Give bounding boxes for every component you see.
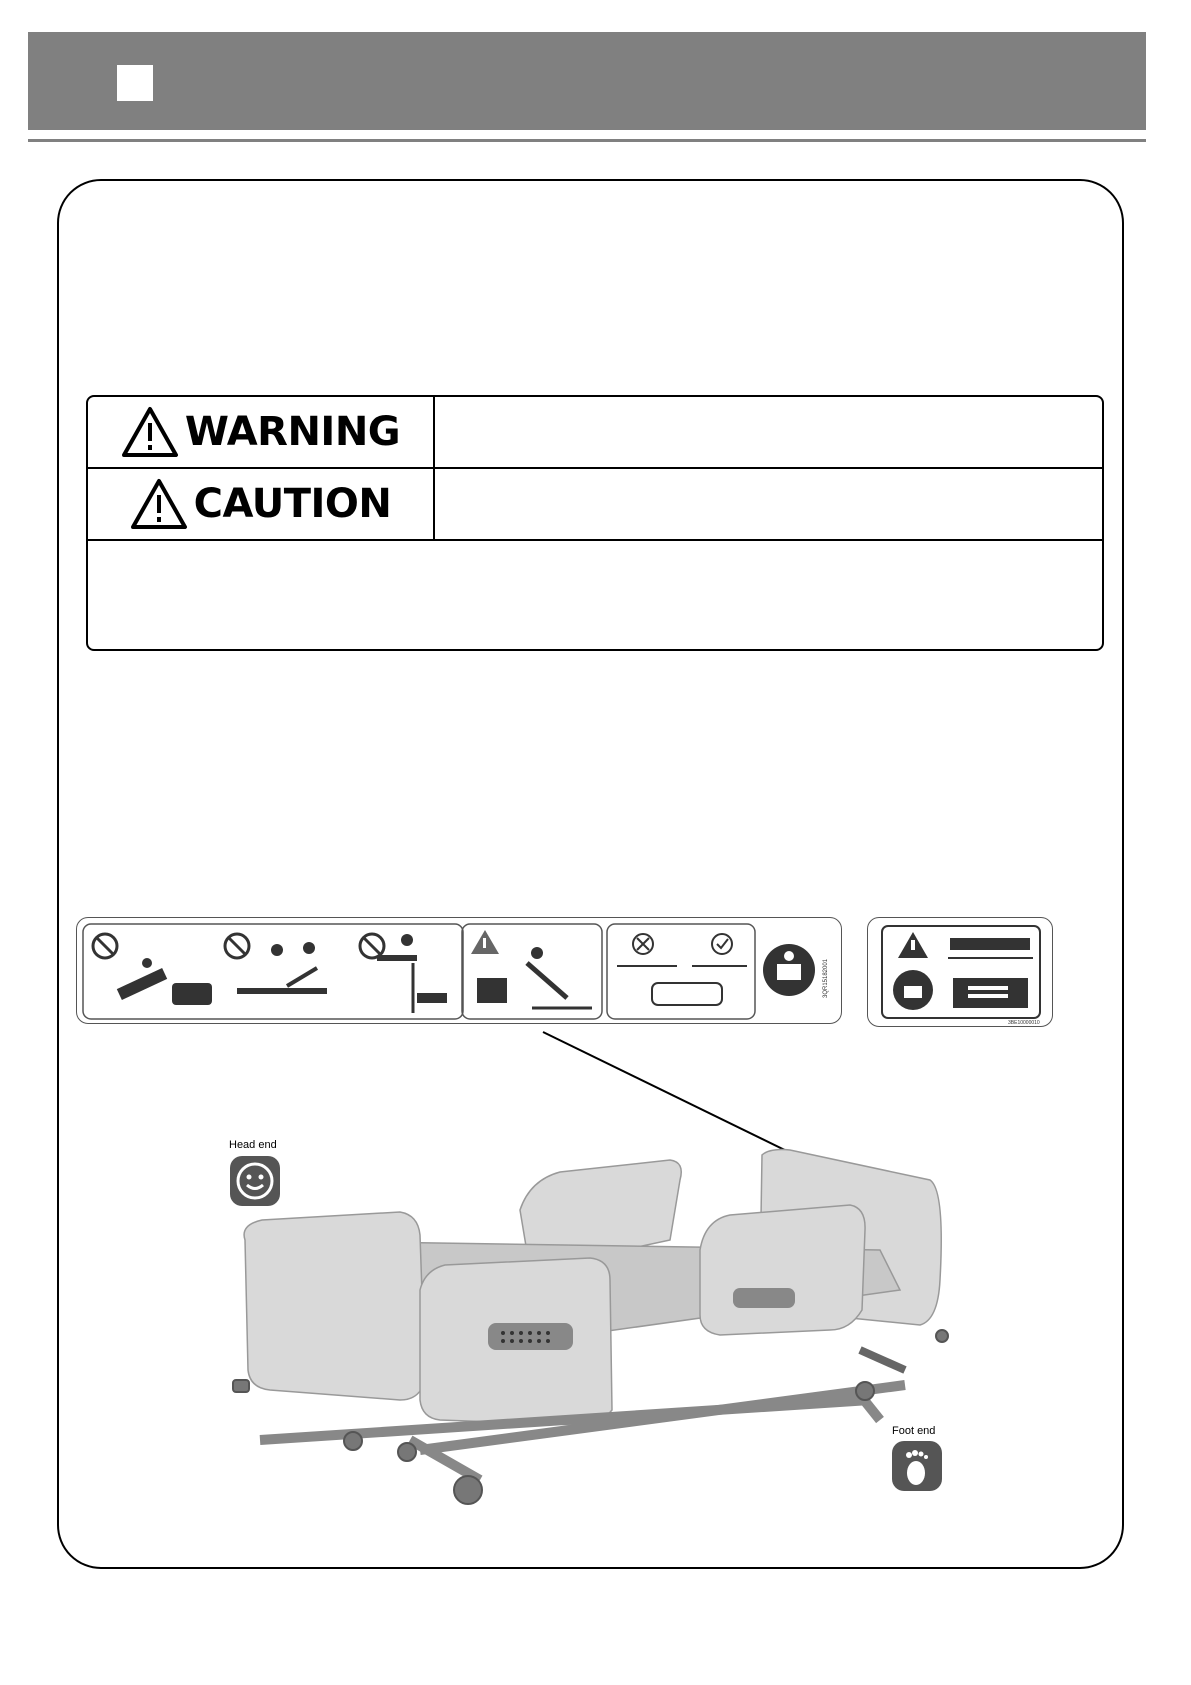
head-end-label: Head end [229, 1139, 277, 1151]
caution-signal-word: CAUTION [193, 481, 392, 527]
footboard-label-code: 3BE10000010 [1008, 1020, 1040, 1026]
warning-signal-word: WARNING [184, 409, 401, 455]
sidebar-label-code: 3QR15182001 [823, 958, 829, 998]
headboard [244, 1212, 425, 1400]
foot-end-label: Foot end [892, 1425, 936, 1437]
